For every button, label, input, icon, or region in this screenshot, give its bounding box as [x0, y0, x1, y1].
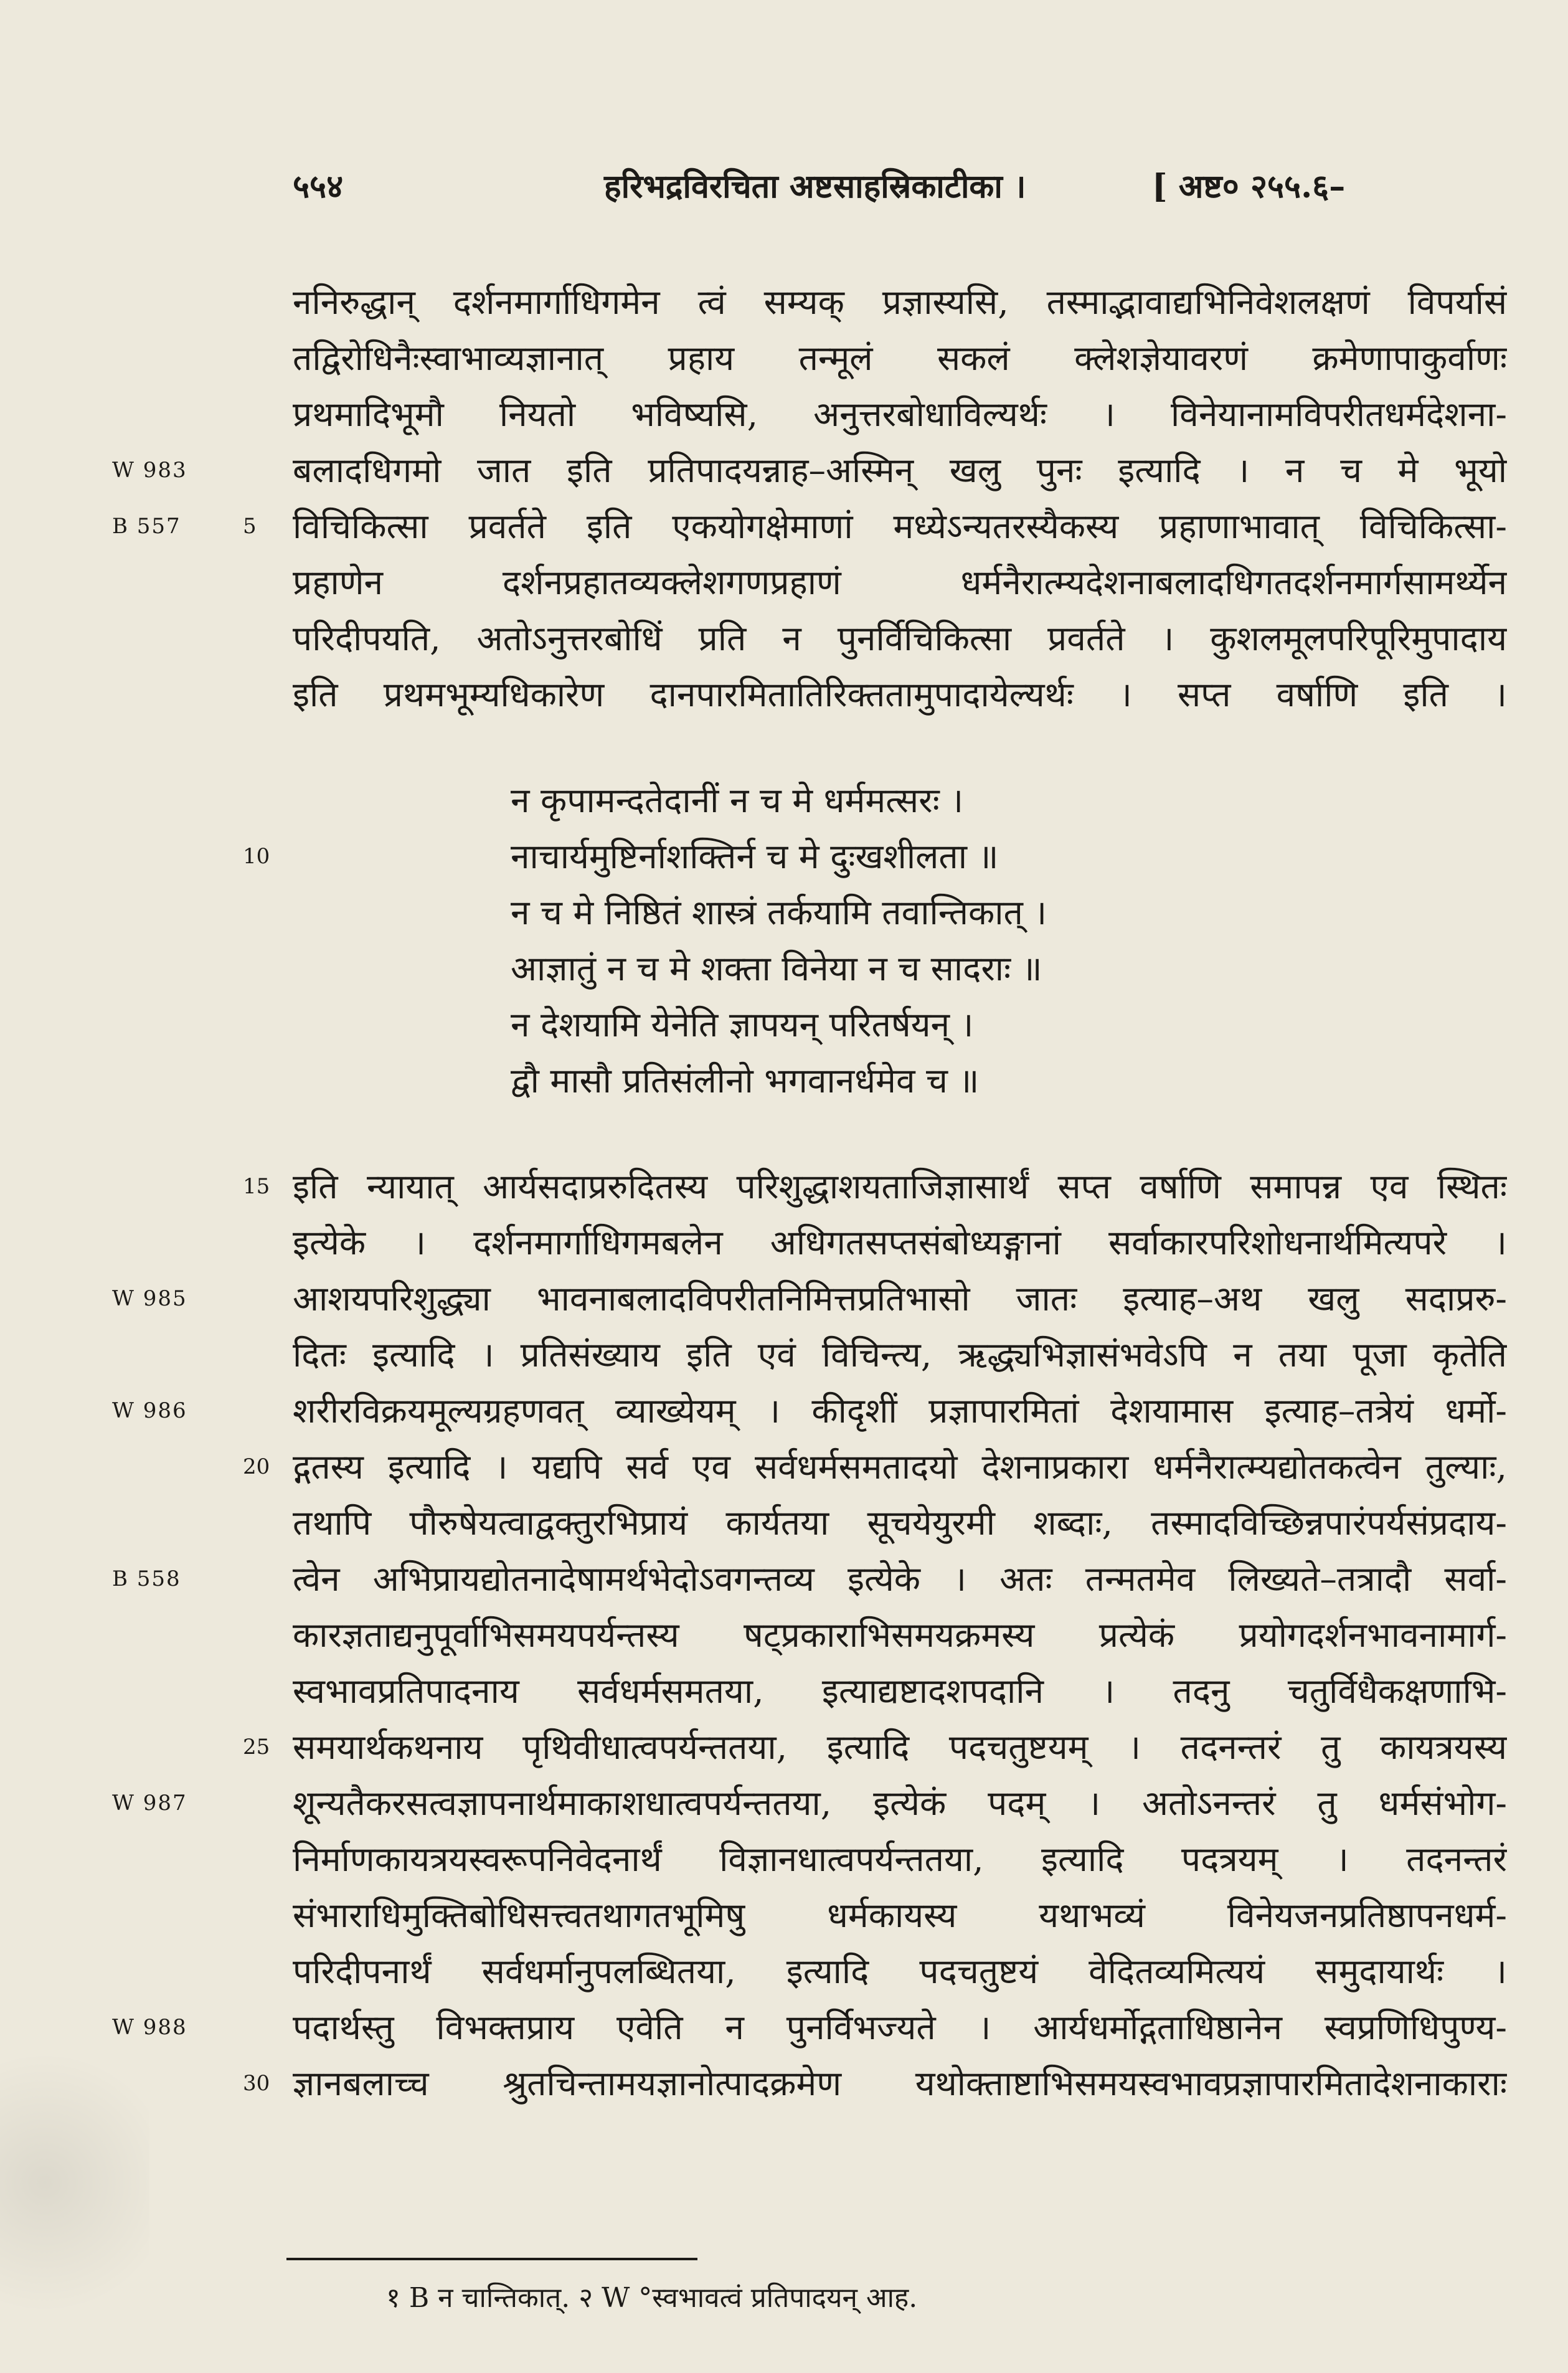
text-line: पदार्थस्तु विभक्तप्राय एवेति न पुनर्विभज्यते । आर्यधर्मोद्गताधिष्ठानेन स्वप्रणिधिपुण्य-	[293, 2007, 1507, 2047]
section-reference: [ अष्ट० २५५.६–	[1152, 168, 1346, 206]
text-line: ननिरुद्धान् दर्शनमार्गाधिगमेन त्वं सम्यक् प्रज्ञास्यसि, तस्माद्भावाद्यभिनिवेशलक्षणं विपर्यासं	[293, 282, 1507, 322]
text-line: इति न्यायात् आर्यसदाप्ररुदितस्य परिशुद्धाशयताजिज्ञासार्थं सप्त वर्षाणि समापन्न एव स्थितः	[293, 1167, 1507, 1206]
verse-line: न कृपामन्दतेदानीं न च मे धर्ममत्सरः ।	[511, 780, 964, 820]
text-line: निर्माणकायत्रयस्वरूपनिवेदनार्थं विज्ञानधात्वपर्यन्ततया, इत्यादि पदत्रयम् । तदनन्तरं	[293, 1839, 1507, 1879]
text-line: परिदीपयति, अतोऽनुत्तरबोधिं प्रति न पुनर्विचिकित्सा प्रवर्तते । कुशलमूलपरिपूरिमुपादाय	[293, 618, 1507, 658]
page-number: ५५४	[293, 168, 344, 206]
line-number: 5	[243, 514, 257, 539]
text-line: परिदीपनार्थं सर्वधर्मानुपलब्धितया, इत्यादि पदचतुष्टयं वेदितव्यमित्ययं समुदायार्थः ।	[293, 1951, 1507, 1991]
text-line: स्वभावप्रतिपादनाय सर्वधर्मसमतया, इत्याद्यष्टादशपदानि । तदनु चतुर्विधैकक्षणाभि-	[293, 1671, 1507, 1711]
footnote: १ B न चान्तिकात्. २ W °स्वभावत्वं प्रतिपादयन् आह.	[386, 2282, 918, 2314]
text-line: इत्येके । दर्शनमार्गाधिगमबलेन अधिगतसप्तसंबोध्यङ्गानां सर्वाकारपरिशोधनार्थमित्यपरे ।	[293, 1223, 1507, 1262]
margin-reference: W 983	[112, 458, 187, 483]
text-line: शरीरविक्रयमूल्यग्रहणवत् व्याख्येयम् । कीदृशीं प्रज्ञापारमितां देशयामास इत्याह–तत्रेयं धर्मो-	[293, 1391, 1507, 1431]
text-line: ज्ञानबलाच्च श्रुतचिन्तामयज्ञानोत्पादक्रमेण यथोक्ताष्टाभिसमयस्वभावप्रज्ञापारमितादेशनाकाराः	[293, 2063, 1507, 2103]
verse-line: नाचार्यमुष्टिर्नाशक्तिर्न च मे दुःखशीलता ॥	[511, 836, 999, 876]
margin-reference: B 557	[112, 514, 181, 539]
text-line: प्रथमादिभूमौ नियतो भविष्यसि, अनुत्तरबोधाविल्यर्थः । विनेयानामविपरीतधर्मदेशना-	[293, 394, 1507, 434]
margin-reference: W 985	[112, 1286, 187, 1311]
line-number: 15	[243, 1174, 270, 1199]
text-line: आशयपरिशुद्ध्या भावनाबलादविपरीतनिमित्तप्रतिभासो जातः इत्याह–अथ खलु सदाप्ररु-	[293, 1279, 1507, 1319]
text-line: संभाराधिमुक्तिबोधिसत्त्वतथागतभूमिषु धर्मकायस्य यथाभव्यं विनेयजनप्रतिष्ठापनधर्म-	[293, 1895, 1507, 1935]
text-line: तद्विरोधिनैःस्वाभाव्यज्ञानात् प्रहाय तन्मूलं सकलं क्लेशज्ञेयावरणं क्रमेणापाकुर्वाणः	[293, 338, 1507, 378]
running-title: हरिभद्रविरचिता अष्टसाहस्रिकाटीका ।	[604, 168, 1026, 206]
text-line: बलादधिगमो जात इति प्रतिपादयन्नाह–अस्मिन् खलु पुनः इत्यादि । न च मे भूयो	[293, 450, 1507, 490]
text-line: द्गतस्य इत्यादि । यद्यपि सर्व एव सर्वधर्मसमतादयो देशनाप्रकारा धर्मनैरात्म्यद्योतकत्वेन तुल्याः,	[293, 1447, 1507, 1487]
margin-reference: B 558	[112, 1566, 181, 1591]
margin-reference: W 988	[112, 2015, 187, 2040]
verse-line: न च मे निष्ठितं शास्त्रं तर्कयामि तवान्तिकात् ।	[511, 893, 1047, 932]
footnote-rule	[286, 2258, 697, 2260]
text-line: कारज्ञताद्यनुपूर्वाभिसमयपर्यन्तस्य षट्प्रकाराभिसमयक्रमस्य प्रत्येकं प्रयोगदर्शनभावनामार्ग-	[293, 1615, 1507, 1655]
text-line: इति प्रथमभूम्यधिकारेण दानपारमितातिरिक्ततामुपादायेल्यर्थः । सप्त वर्षाणि इति ।	[293, 675, 1507, 714]
text-line: विचिकित्सा प्रवर्तते इति एकयोगक्षेमाणां मध्येऽन्यतरस्यैकस्य प्रहाणाभावात् विचिकित्सा-	[293, 506, 1507, 546]
margin-reference: W 987	[112, 1791, 187, 1816]
margin-reference: W 986	[112, 1398, 187, 1423]
verse-line: आज्ञातुं न च मे शक्ता विनेया न च सादराः ॥	[511, 949, 1042, 988]
verse-line: द्वौ मासौ प्रतिसंलीनो भगवानर्धमेव च ॥	[511, 1061, 980, 1101]
text-line: तथापि पौरुषेयत्वाद्वक्तुरभिप्रायं कार्यतया सूचयेयुरमी शब्दाः, तस्मादविच्छिन्नपारंपर्यसंप्रदाय-	[293, 1503, 1507, 1543]
line-number: 30	[243, 2071, 270, 2096]
line-number: 25	[243, 1735, 270, 1760]
line-number: 10	[243, 844, 270, 869]
line-number: 20	[243, 1454, 270, 1479]
text-line: दितः इत्यादि । प्रतिसंख्याय इति एवं विचिन्त्य, ऋद्ध्यभिज्ञासंभवेऽपि न तया पूजा कृतेति	[293, 1335, 1507, 1375]
paper-stain	[0, 2055, 149, 2373]
text-line: शून्यतैकरसत्वज्ञापनार्थमाकाशधात्वपर्यन्ततया, इत्येकं पदम् । अतोऽनन्तरं तु धर्मसंभोग-	[293, 1783, 1507, 1823]
text-line: प्रहाणेन दर्शनप्रहातव्यक्लेशगणप्रहाणं धर्मनैरात्म्यदेशनाबलादधिगतदर्शनमार्गसामर्थ्येन	[293, 562, 1507, 602]
text-line: त्वेन अभिप्रायद्योतनादेषामर्थभेदोऽवगन्तव्य इत्येके । अतः तन्मतमेव लिख्यते–तत्रादौ सर्वा-	[293, 1559, 1507, 1599]
verse-line: न देशयामि येनेति ज्ञापयन् परितर्षयन् ।	[511, 1005, 974, 1044]
text-line: समयार्थकथनाय पृथिवीधात्वपर्यन्ततया, इत्यादि पदचतुष्टयम् । तदनन्तरं तु कायत्रयस्य	[293, 1727, 1507, 1767]
